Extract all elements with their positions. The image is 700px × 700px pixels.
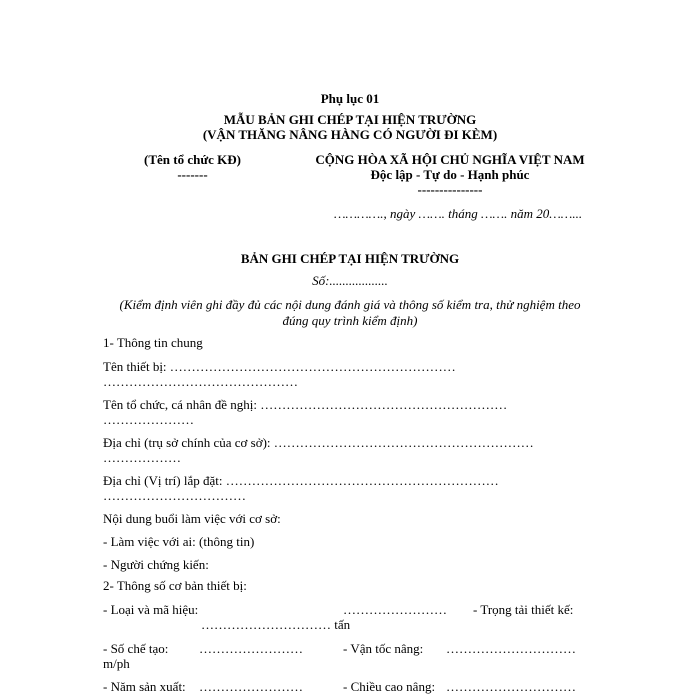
section-2-heading: 2- Thông số cơ bản thiết bị: (103, 578, 247, 593)
record-title: BẢN GHI CHÉP TẠI HIỆN TRƯỜNG (240, 251, 460, 266)
type-dots: …………………… (343, 602, 447, 617)
device-name-field-cont: ……………………………………… (103, 374, 298, 389)
meeting-content: Nội dung buổi làm việc với cơ sở: (103, 511, 281, 526)
motto: Độc lập - Tự do - Hạnh phúc (370, 167, 530, 182)
year-dots: …………………… (199, 679, 303, 694)
speed-dots: ………………………… (446, 641, 576, 656)
address-install-field-cont: …………………………… (103, 488, 246, 503)
serial-label: - Số chế tạo: (103, 641, 169, 656)
section-1-heading: 1- Thông tin chung (103, 335, 203, 350)
record-note-cont: đúng quy trình kiểm định) (282, 313, 418, 328)
witness-field: - Người chứng kiến: (103, 557, 209, 572)
record-note: (Kiểm định viên ghi đầy đủ các nội dung đánh giá và thông số kiểm tra, thử nghiệm theo (119, 297, 581, 312)
device-name-field: Tên thiết bị: ………………………………………………………… (103, 359, 456, 374)
height-dots: ………………………… (446, 679, 576, 694)
serial-dots: …………………… (199, 641, 303, 656)
date-line: …………., ngày ……. tháng ……. năm 20……... (334, 206, 583, 221)
speed-label: - Vận tốc nâng: (343, 641, 424, 656)
org-divider: ------- (177, 167, 208, 182)
motto-divider: --------------- (417, 182, 483, 197)
speed-unit: m/ph (103, 656, 130, 671)
record-number: Số:.................. (312, 273, 388, 288)
load-label: - Trọng tải thiết kế: (473, 602, 574, 617)
address-hq-field: Địa chỉ (trụ sở chính của cơ sở): …………………………………………………… (103, 435, 534, 450)
year-label: - Năm sản xuất: (103, 679, 186, 694)
org-request-field-cont: ………………… (103, 412, 194, 427)
work-with-field: - Làm việc với ai: (thông tin) (103, 534, 255, 549)
address-install-field: Địa chỉ (Vị trí) lắp đặt: ……………………………………………………… (103, 473, 499, 488)
load-dots: ………………………… tấn (201, 617, 351, 632)
form-subtitle: (VẬN THĂNG NÂNG HÀNG CÓ NGƯỜI ĐI KÈM) (202, 127, 498, 142)
org-request-field: Tên tổ chức, cá nhân đề nghị: ………………………………………………… (103, 397, 508, 412)
org-name: (Tên tổ chức KĐ) (144, 152, 241, 167)
type-label: - Loại và mã hiệu: (103, 602, 199, 617)
height-label: - Chiều cao nâng: (343, 679, 436, 694)
country-name: CỘNG HÒA XÃ HỘI CHỦ NGHĨA VIỆT NAM (315, 152, 585, 167)
address-hq-field-cont: ……………… (103, 450, 181, 465)
form-title: MẪU BẢN GHI CHÉP TẠI HIỆN TRƯỜNG (223, 112, 477, 127)
appendix-label: Phụ lục 01 (320, 91, 380, 106)
